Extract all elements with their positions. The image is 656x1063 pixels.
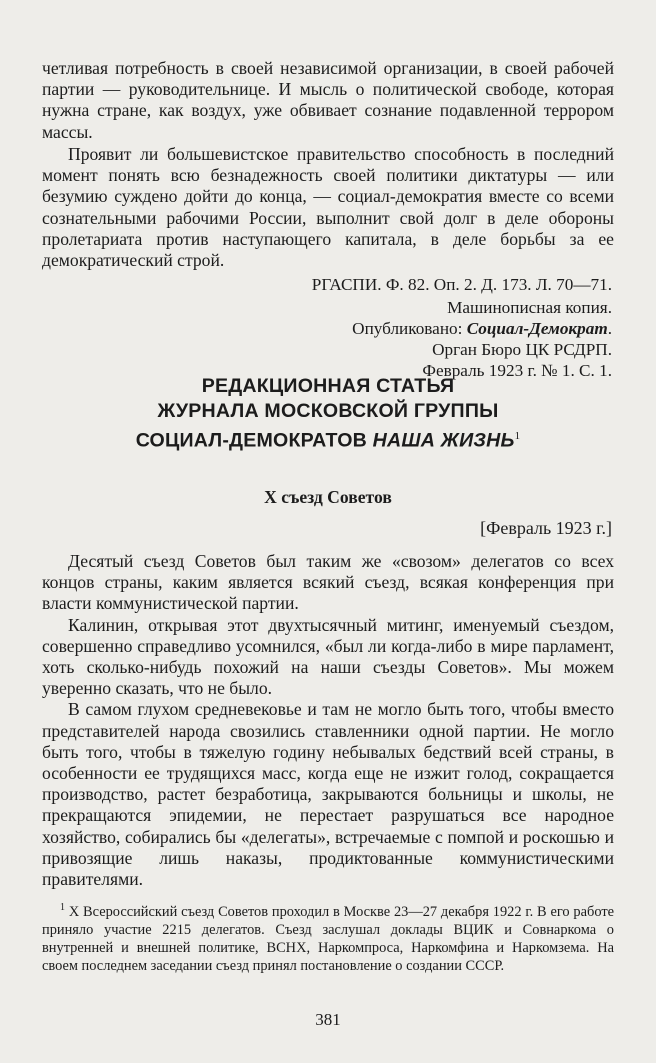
- article-paragraph-3: В самом глухом средневековье и там не могло быть того, чтобы вместо представителей народа свозились ставленники одной партии. Не могло быть того, чтобы в тяжелую годину небывалых бедствий всей страны, в особенности ее трудящихся масс, когда еще не изжит голод, сокращается производство, растет безработица, закрываются больницы и школы, не прекращаются эпидемии, не перестает разрушаться все народное хозяйство, собирались бы «делегаты», встречаемые с помпой и роскошью и привозящие лишь наказы, продиктованные коммунистическими правителями.: [42, 699, 614, 890]
- page-number: 381: [315, 1010, 341, 1029]
- continued-paragraph-block: [42, 58, 614, 143]
- published-line: [112, 318, 612, 339]
- heading-line-1: РЕДАКЦИОННАЯ СТАТЬЯ: [201, 375, 455, 397]
- publication-info: [112, 297, 612, 381]
- footnote-mark: 1: [60, 902, 65, 913]
- archive-ref: РГАСПИ. Ф. 82. Оп. 2. Д. 173. Л. 70—71.: [311, 275, 612, 294]
- heading-footnote-mark: 1: [514, 430, 521, 442]
- article-subheading: X съезд Советов: [264, 487, 392, 507]
- footnote-text: X Всероссийский съезд Советов проходил в Москве 23—27 декабря 1922 г. В его работе приняло участие 2215 делегатов. Съезд заслушал доклады ВЦИК и Совнаркома о внутренней и внешней политике, ВСНХ, Наркомпроса, Наркомфина и Наркомзема. На своем последнем заседании съезд принял постановление о создании СССР.: [42, 903, 614, 974]
- copy-type: Машинописная копия.: [447, 298, 612, 317]
- article-date: [Февраль 1923 г.]: [480, 518, 612, 538]
- archive-reference: [112, 274, 612, 295]
- journal-end: .: [607, 319, 612, 338]
- published-label: Опубликовано:: [352, 319, 463, 338]
- issue-line: Февраль 1923 г. № 1. С. 1.: [422, 361, 612, 380]
- heading-line-3: [0, 424, 656, 454]
- heading-line-3-prefix: СОЦИАЛ-ДЕМОКРАТОВ: [135, 429, 367, 452]
- journal-name: Социал-Демократ: [466, 319, 608, 338]
- second-paragraph-block: [42, 144, 614, 271]
- article-heading: [0, 374, 656, 454]
- article-paragraph-2: Калинин, открывая этот двухтысячный митинг, именуемый съездом, совершенно справедливо усомнился, «был ли когда-либо в мире парламент, хоть сколько-нибудь похожий на наши съезды Советов». Мы можем уверенно сказать, что не было.: [42, 614, 614, 699]
- organ-line: Орган Бюро ЦК РСДРП.: [432, 340, 612, 359]
- heading-journal-name: НАША ЖИЗНЬ: [372, 429, 515, 452]
- heading-line-2: ЖУРНАЛА МОСКОВСКОЙ ГРУППЫ: [157, 400, 499, 422]
- article-body: [42, 551, 614, 890]
- article-paragraph-1: Десятый съезд Советов был таким же «свозом» делегатов со всех концов страны, каким является всякий съезд, всякая конференция при власти коммунистической партии.: [42, 551, 614, 614]
- footnote: [42, 899, 614, 975]
- continued-paragraph: четливая потребность в своей независимой организации, в своей рабочей партии — руководительнице. И мысль о политической свободе, которая нужна стране, как воздух, уже обвивает сознание подавленной террором массы.: [42, 58, 614, 142]
- second-paragraph: Проявит ли большевистское правительство способность в последний момент понять всю безнадежность своей политики диктатуры — или безумию суждено дойти до конца, — социал-демократия вместе со всеми сознательными рабочими России, выполнит свой долг в деле обороны пролетариата против наступающего капитала, в деле борьбы за ее демократический строй.: [42, 144, 614, 271]
